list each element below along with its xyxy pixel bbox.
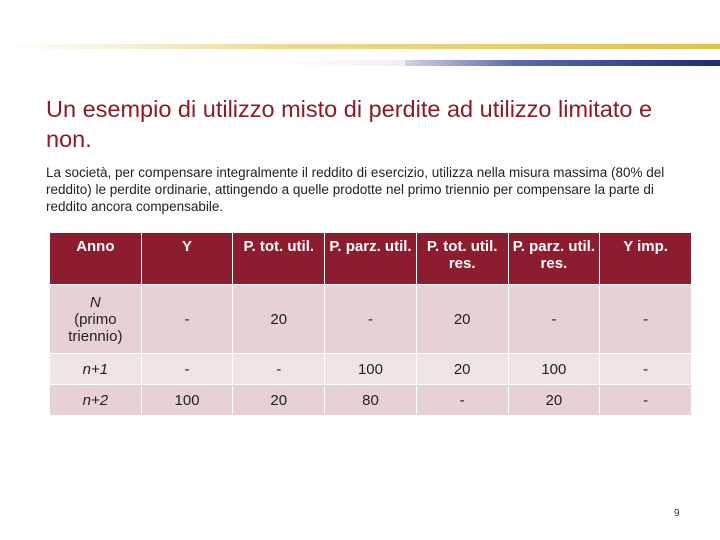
page-number: 9 xyxy=(674,508,680,519)
table-cell: 100 xyxy=(509,354,600,384)
table-cell: 100 xyxy=(142,385,233,415)
slide-title: Un esempio di utilizzo misto di perdite ad utilizzo limitato e non. xyxy=(46,96,653,152)
year-cell xyxy=(50,385,141,415)
decorative-navy-bar xyxy=(405,60,720,66)
table-cell: 20 xyxy=(417,354,508,384)
table-cell: - xyxy=(600,285,691,353)
table-row xyxy=(50,354,691,384)
year-label: n+2 xyxy=(82,391,109,409)
table-row xyxy=(50,285,691,353)
table-cell: 20 xyxy=(509,385,600,415)
year-cell xyxy=(50,285,141,353)
table-cell: - xyxy=(142,354,233,384)
year-cell xyxy=(50,354,141,384)
header-anno: Anno xyxy=(50,233,141,284)
header-p-parz-util-res: P. parz. util. res. xyxy=(509,233,600,284)
table-cell: 20 xyxy=(417,285,508,353)
loss-usage-table xyxy=(49,232,692,416)
table-cell: - xyxy=(600,385,691,415)
year-label: n+1 xyxy=(82,360,109,378)
table-header-row xyxy=(50,233,691,284)
table-cell: - xyxy=(417,385,508,415)
table-cell: - xyxy=(600,354,691,384)
header-y: Y xyxy=(142,233,233,284)
slide-intro-text: La società, per compensare integralmente il reddito di esercizio, utilizza nella misura massima (80% del reddito) le perdite ordinarie, attingendo a quelle prodotte nel primo triennio per compensare la parte di reddito ancora compensabile. xyxy=(46,165,665,214)
header-p-parz-util: P. parz. util. xyxy=(325,233,416,284)
table-cell: - xyxy=(233,354,324,384)
table-cell: 20 xyxy=(233,285,324,353)
year-label: N xyxy=(89,293,101,311)
table-cell: 20 xyxy=(233,385,324,415)
decorative-gold-bar xyxy=(0,44,720,49)
table-cell: - xyxy=(325,285,416,353)
table-cell: - xyxy=(509,285,600,353)
table-cell: 80 xyxy=(325,385,416,415)
table-cell: 100 xyxy=(325,354,416,384)
header-p-tot-util-res: P. tot. util. res. xyxy=(417,233,508,284)
table-row xyxy=(50,385,691,415)
decorative-navy-bar-fade xyxy=(0,60,405,66)
year-note: (primo triennio) xyxy=(68,310,123,345)
header-p-tot-util: P. tot. util. xyxy=(233,233,324,284)
table-cell: - xyxy=(142,285,233,353)
header-y-imp: Y imp. xyxy=(600,233,691,284)
